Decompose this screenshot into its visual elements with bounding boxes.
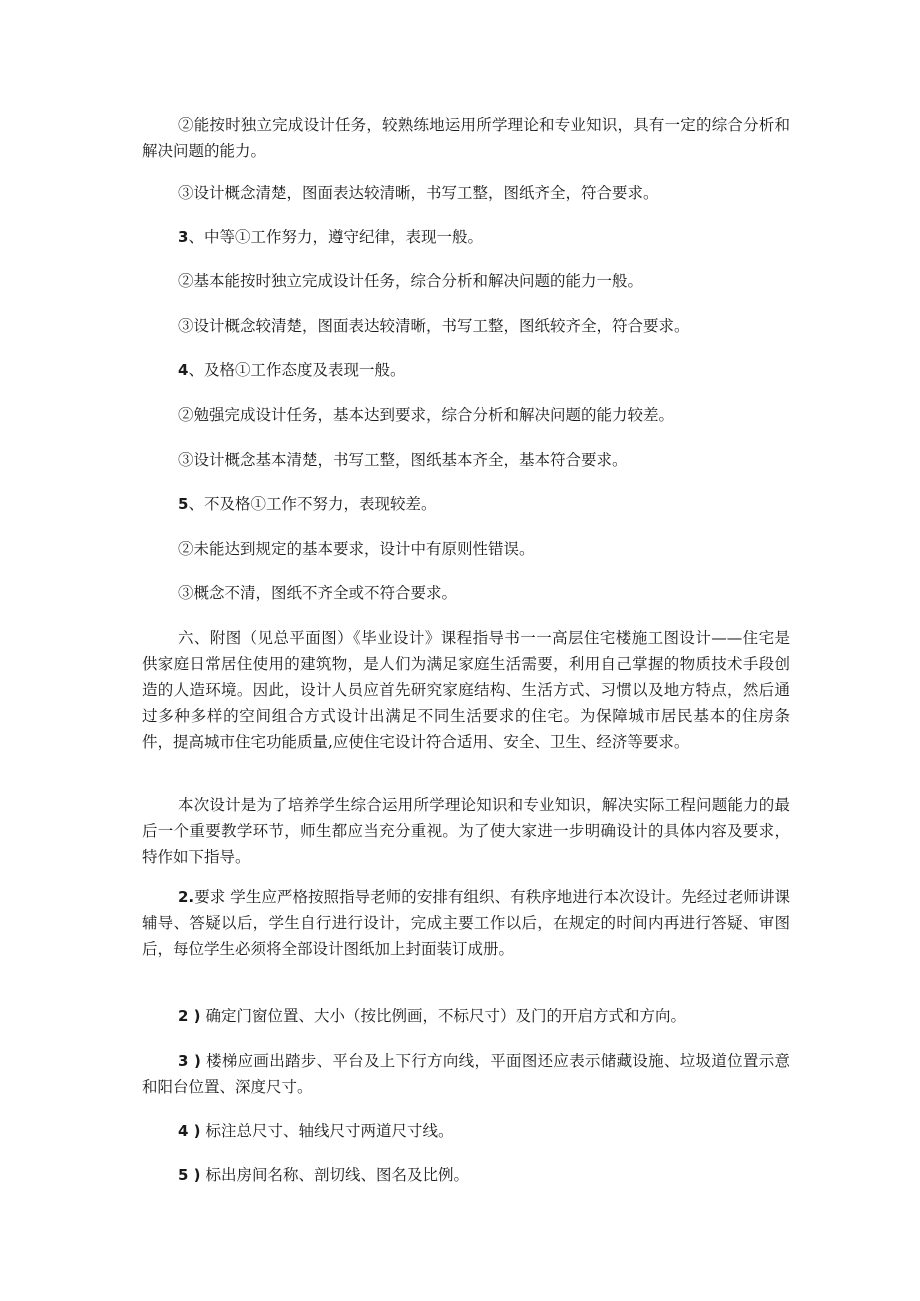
list-number: 4 )	[178, 1122, 201, 1140]
list-item-4: 4 ) 标注总尺寸、轴线尺寸两道尺寸线。	[178, 1122, 454, 1140]
paragraph-appendix-intro: 六、附图（见总平面图）《毕业设计》课程指导书一一高层住宅楼施工图设计——住宅是供家庭日常居住使用的建筑物，是人们为满足家庭生活需要，利用自己掌握的物质技术手段创造的人造环境。因此，设计人员应首先研究家庭结构、生活方式、习惯以及地方特点，然后通过多种多样的空间组合方式设计出满足不同生活要求的住宅。为保障城市居民基本的住房条件，提高城市住宅功能质量,应使住宅设计符合适用、安全、卫生、经济等要求。	[142, 629, 790, 751]
section-number: 2.	[178, 888, 195, 906]
grade-heading-pass: 4、及格①工作态度及表现一般。	[178, 361, 406, 379]
paragraph-item-0: ②能按时独立完成设计任务，较熟练地运用所学理论和专业知识，具有一定的综合分析和解决问题的能力。	[142, 116, 790, 160]
list-item-5: 5 ) 标出房间名称、剖切线、图名及比例。	[178, 1166, 469, 1184]
list-item-2: 2 ) 确定门窗位置、大小（按比例画，不标尺寸）及门的开启方式和方向。	[178, 1007, 686, 1025]
paragraph-item-1: ③设计概念清楚，图面表达较清晰，书写工整，图纸齐全，符合要求。	[178, 184, 659, 202]
list-item-3: 3 ) 楼梯应画出踏步、平台及上下行方向线，平面图还应表示储藏设施、垃圾道位置示意和阳台位置、深度尺寸。	[142, 1052, 790, 1096]
paragraph-item-7: ③设计概念基本清楚，书写工整，图纸基本齐全，基本符合要求。	[178, 451, 628, 469]
paragraph-requirements: 2.要求 学生应严格按照指导老师的安排有组织、有秩序地进行本次设计。先经过老师讲课辅导、答疑以后，学生自行进行设计，完成主要工作以后，在规定的时间内再进行答疑、审图后，每位学生必须将全部设计图纸加上封面装订成册。	[142, 888, 790, 958]
grade-number: 5	[178, 495, 189, 513]
paragraph-item-3: ②基本能按时独立完成设计任务，综合分析和解决问题的能力一般。	[178, 272, 644, 290]
paragraph-item-6: ②勉强完成设计任务，基本达到要求，综合分析和解决问题的能力较差。	[178, 406, 675, 424]
list-number: 3 )	[178, 1052, 201, 1070]
paragraph-design-purpose: 本次设计是为了培养学生综合运用所学理论知识和专业知识，解决实际工程问题能力的最后一个重要教学环节，师生都应当充分重视。为了使大家进一步明确设计的具体内容及要求，特作如下指导。	[142, 796, 790, 866]
grade-number: 3	[178, 228, 189, 246]
list-number: 5 )	[178, 1166, 201, 1184]
grade-number: 4	[178, 361, 189, 379]
paragraph-item-9: ②未能达到规定的基本要求，设计中有原则性错误。	[178, 540, 535, 558]
grade-heading-fail: 5、不及格①工作不努力，表现较差。	[178, 495, 437, 513]
grade-heading-medium: 3、中等①工作努力，遵守纪律，表现一般。	[178, 228, 483, 246]
list-number: 2 )	[178, 1007, 201, 1025]
paragraph-item-4: ③设计概念较清楚，图面表达较清晰，书写工整，图纸较齐全，符合要求。	[178, 317, 690, 335]
paragraph-item-10: ③概念不清，图纸不齐全或不符合要求。	[178, 584, 458, 602]
